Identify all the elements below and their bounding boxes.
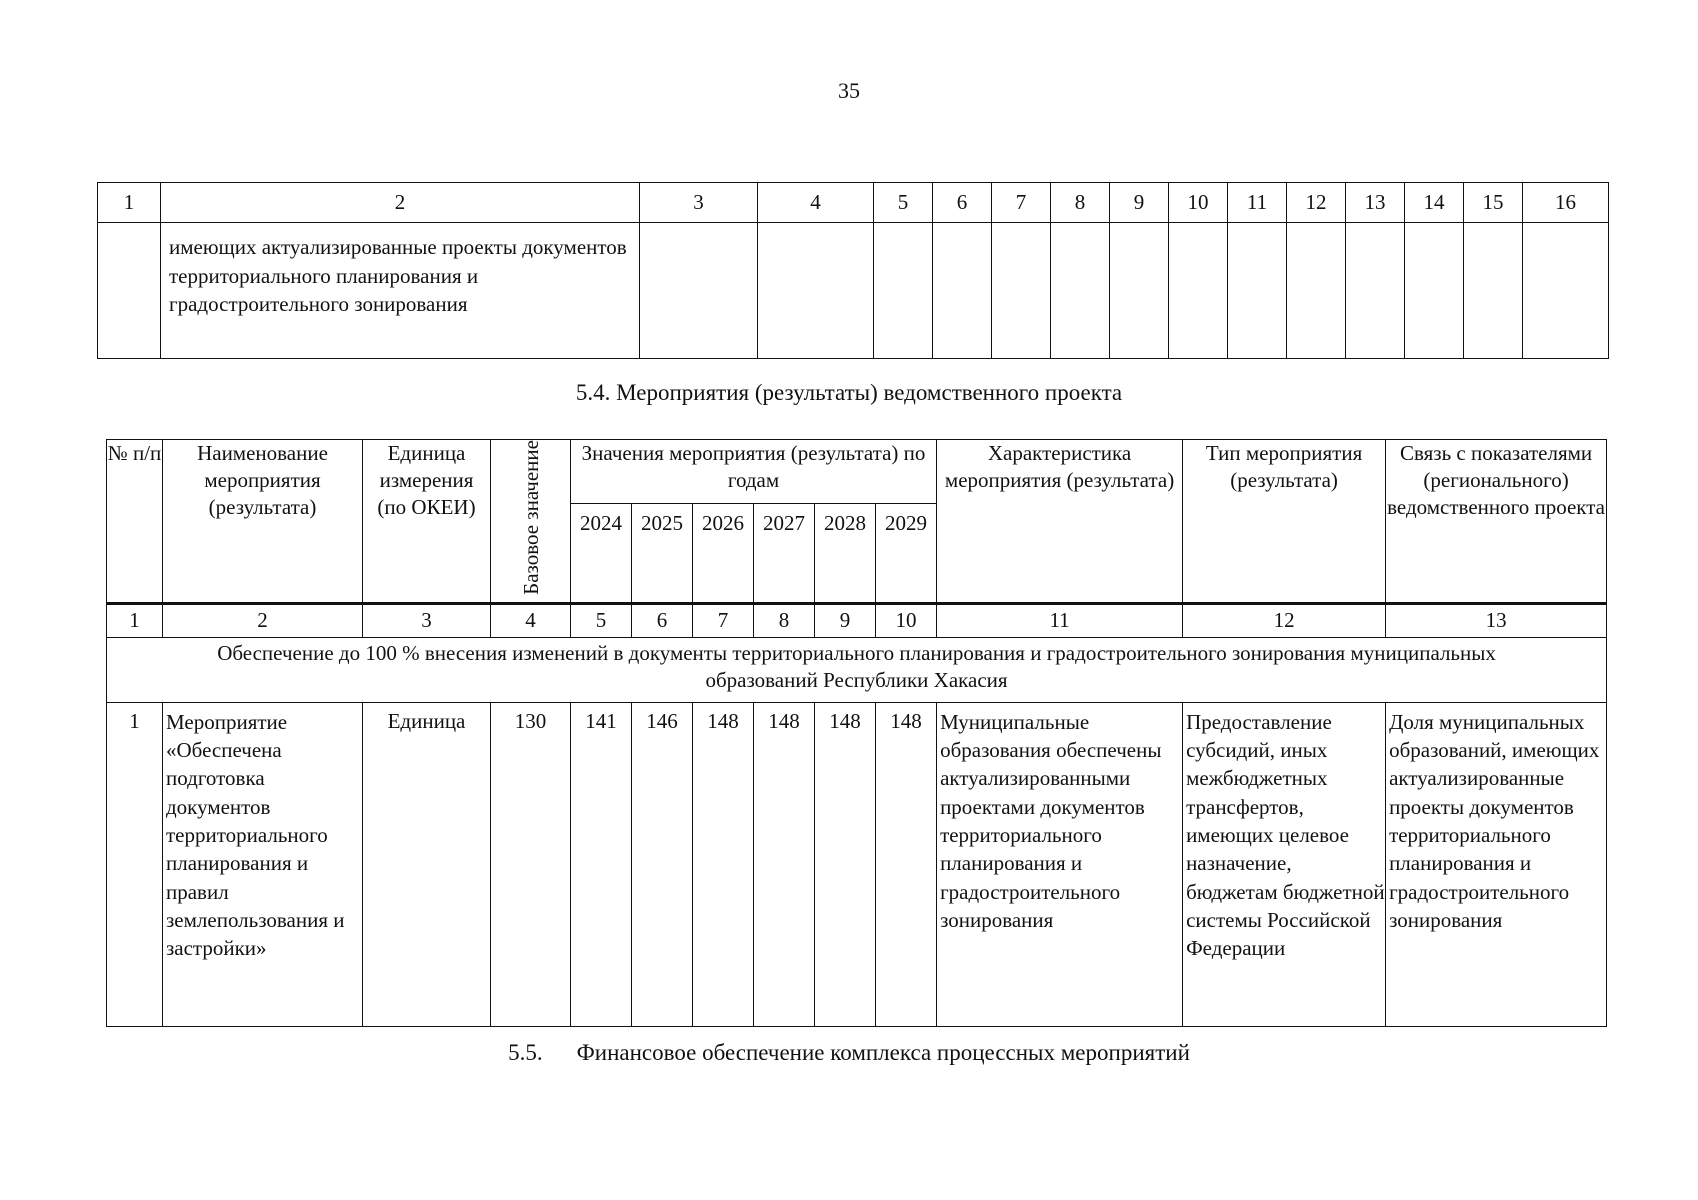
col-num: 4 (758, 183, 874, 223)
col-num: 12 (1183, 603, 1386, 637)
empty-cell (1464, 223, 1523, 359)
group-title: Обеспечение до 100 % внесения изменений в документы территориального планирования и градостроительного зонирования муниципальных образований Республики Хакасия (107, 637, 1607, 702)
col-num: 13 (1386, 603, 1607, 637)
value-2027: 148 (754, 702, 815, 1026)
measure-link: Доля муниципальных образований, имеющих актуализированные проекты документов территориального планирования и градостроительного зонирования (1386, 702, 1607, 1026)
page-number: 35 (838, 78, 860, 103)
header-base (491, 440, 571, 604)
value-2026: 148 (693, 702, 754, 1026)
col-num: 13 (1346, 183, 1405, 223)
header-characteristic: Характеристика мероприятия (результата) (937, 440, 1183, 604)
col-num: 2 (163, 603, 363, 637)
year-cell: 2025 (632, 504, 693, 603)
section-title-5-4: 5.4. Мероприятия (результаты) ведомственного проекта (575, 380, 1123, 405)
year-cell: 2029 (876, 504, 937, 603)
empty-cell (874, 223, 933, 359)
continued-table (97, 182, 1609, 359)
measure-unit: Единица (363, 702, 491, 1026)
empty-cell (1051, 223, 1110, 359)
row-num: 1 (107, 702, 163, 1026)
header-base-text: Базовое значение (518, 440, 543, 595)
header-link: Связь с показателями (регионального) ведомственного проекта (1386, 440, 1607, 604)
value-2024: 141 (571, 702, 632, 1026)
col-num: 16 (1523, 183, 1609, 223)
col-num: 10 (1169, 183, 1228, 223)
section-title-text: Финансовое обеспечение комплекса процессных мероприятий (576, 1040, 1190, 1065)
value-2029: 148 (876, 702, 937, 1026)
empty-cell (640, 223, 758, 359)
col-num: 2 (161, 183, 640, 223)
header-unit: Единица измерения (по ОКЕИ) (363, 440, 491, 604)
col-num: 10 (876, 603, 937, 637)
col-num: 9 (815, 603, 876, 637)
column-number-row (98, 183, 1609, 223)
col-num: 5 (874, 183, 933, 223)
section-title-5-5 (0, 1040, 1698, 1066)
value-2028: 148 (815, 702, 876, 1026)
group-row (107, 637, 1607, 702)
value-2025: 146 (632, 702, 693, 1026)
header-values-by-year: Значения мероприятия (результата) по годам (571, 440, 937, 504)
col-num: 3 (640, 183, 758, 223)
col-num: 6 (632, 603, 693, 637)
empty-cell (758, 223, 874, 359)
year-cell: 2024 (571, 504, 632, 603)
empty-cell (1110, 223, 1169, 359)
col-num: 1 (98, 183, 161, 223)
base-value: 130 (491, 702, 571, 1026)
year-cell: 2027 (754, 504, 815, 603)
col-num: 14 (1405, 183, 1464, 223)
empty-cell (1346, 223, 1405, 359)
col-num: 11 (1228, 183, 1287, 223)
measure-name: Мероприятие «Обеспечена подготовка документов территориального планирования и правил землепользования и застройки» (163, 702, 363, 1026)
table-row (107, 702, 1607, 1026)
measure-characteristic: Муниципальные образования обеспечены актуализированными проектами документов территориального планирования и градостроительного зонирования (937, 702, 1183, 1026)
col-num: 7 (992, 183, 1051, 223)
measure-type: Предоставление субсидий, иных межбюджетных трансфертов, имеющих целевое назначение, бюджетам бюджетной системы Российской Федерации (1183, 702, 1386, 1026)
section-number: 5.5. (508, 1040, 543, 1065)
year-cell: 2026 (693, 504, 754, 603)
col-num: 8 (754, 603, 815, 637)
header-row (107, 440, 1607, 504)
col-num: 7 (693, 603, 754, 637)
empty-cell (1169, 223, 1228, 359)
col-num: 1 (107, 603, 163, 637)
empty-cell (98, 223, 161, 359)
indicator-name-continued: имеющих актуализированные проекты документов территориального планирования и градостроительного зонирования (161, 223, 640, 359)
header-name: Наименование мероприятия (результата) (163, 440, 363, 604)
col-num: 11 (937, 603, 1183, 637)
col-num: 8 (1051, 183, 1110, 223)
empty-cell (1287, 223, 1346, 359)
col-num: 5 (571, 603, 632, 637)
header-type: Тип мероприятия (результата) (1183, 440, 1386, 604)
empty-cell (992, 223, 1051, 359)
table-row (98, 223, 1609, 359)
column-number-row (107, 603, 1607, 637)
header-num: № п/п (107, 440, 163, 604)
col-num: 12 (1287, 183, 1346, 223)
col-num: 6 (933, 183, 992, 223)
col-num: 15 (1464, 183, 1523, 223)
empty-cell (933, 223, 992, 359)
col-num: 3 (363, 603, 491, 637)
empty-cell (1405, 223, 1464, 359)
year-cell: 2028 (815, 504, 876, 603)
col-num: 4 (491, 603, 571, 637)
col-num: 9 (1110, 183, 1169, 223)
empty-cell (1523, 223, 1609, 359)
measures-table (106, 439, 1607, 1027)
empty-cell (1228, 223, 1287, 359)
